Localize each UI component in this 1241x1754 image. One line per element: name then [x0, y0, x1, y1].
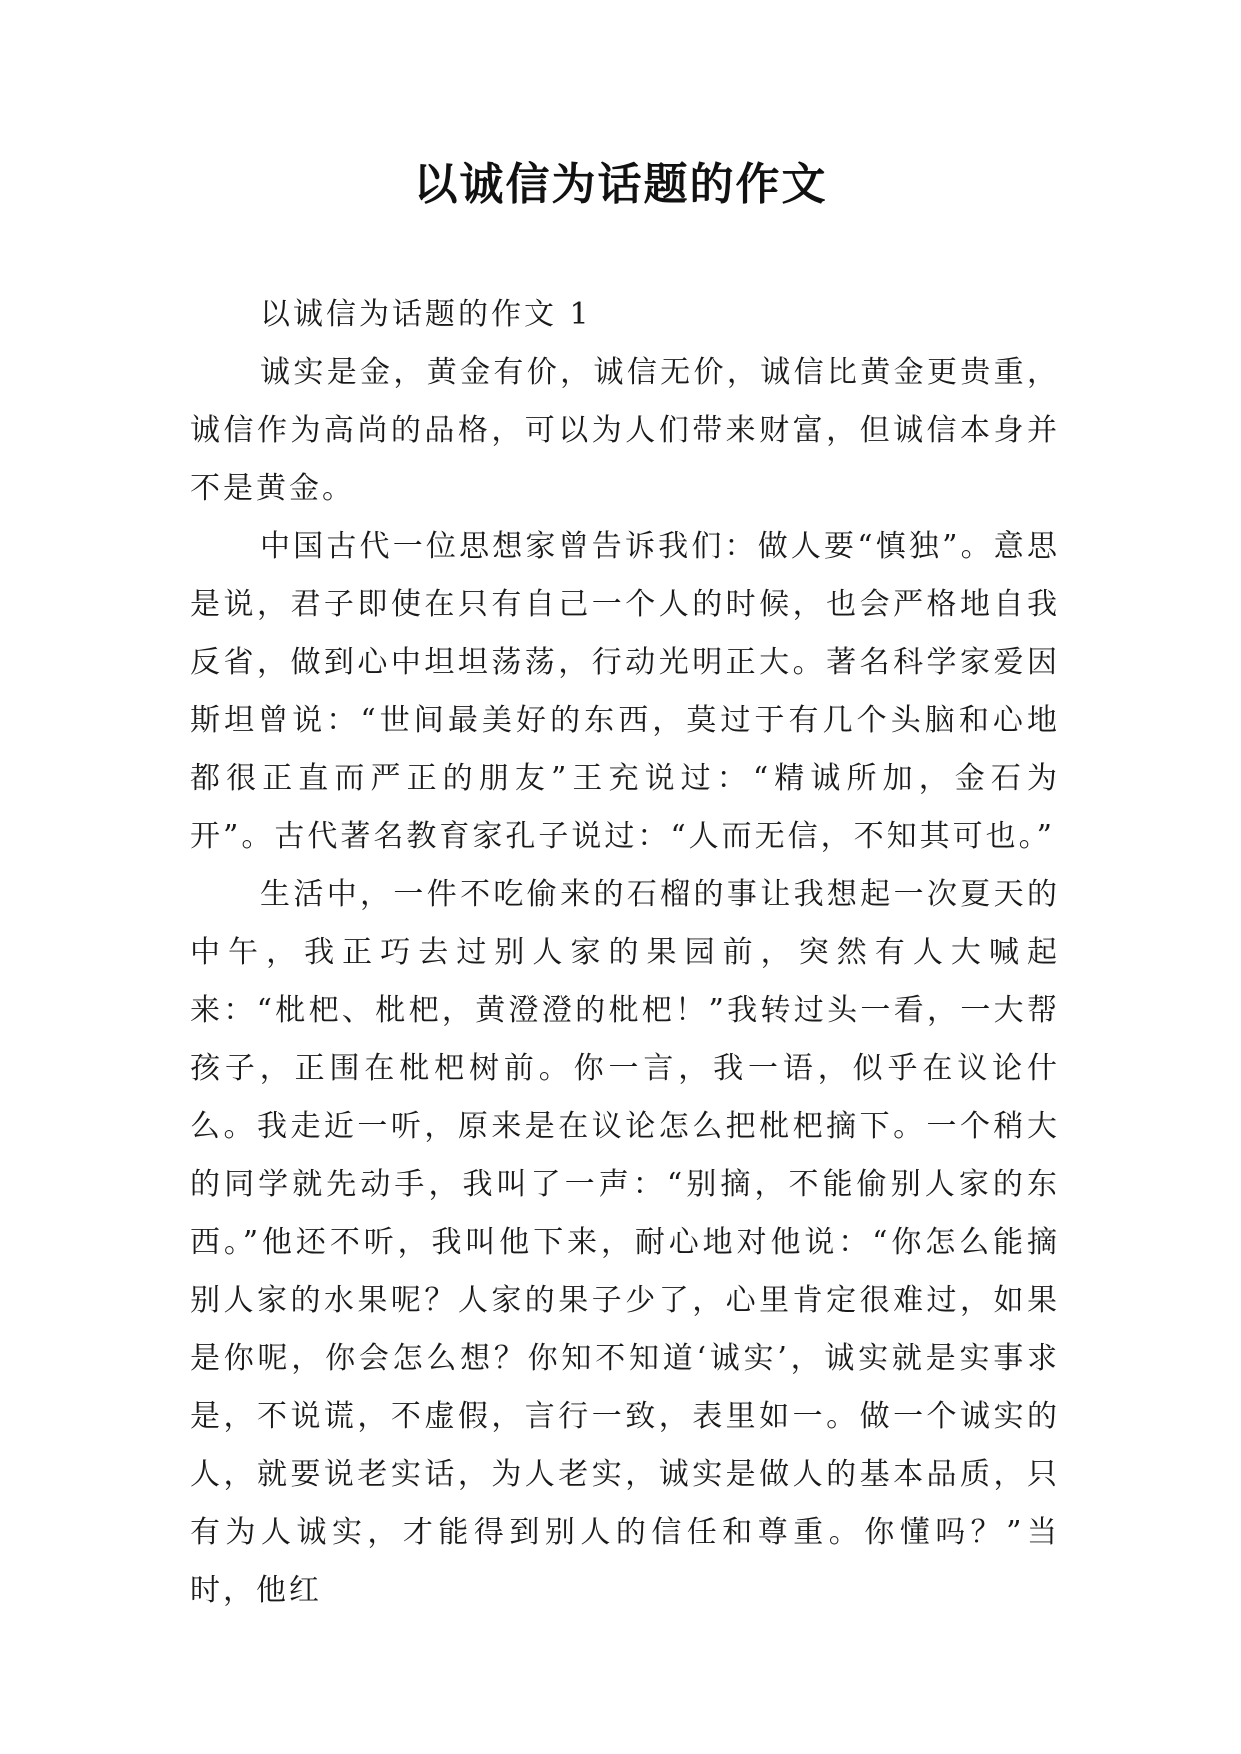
paragraph-2: 中国古代一位思想家曾告诉我们：做人要“慎独”。意思是说，君子即使在只有自己一个人的时候，也会严格地自我反省，做到心中坦坦荡荡，行动光明正大。著名科学家爱因斯坦曾说：“世间最美好的东西，莫过于有几个头脑和心地都很正直而严正的朋友”王充说过：“精诚所加，金石为开”。古代著名教育家孔子说过：“人而无信，不知其可也。”: [190, 529, 1060, 854]
document-body: [190, 286, 1060, 1620]
document-title: 以诚信为话题的作文: [413, 159, 828, 210]
paragraph-3: 生活中，一件不吃偷来的石榴的事让我想起一次夏天的中午，我正巧去过别人家的果园前，突然有人大喊起来：“枇杷、枇杷，黄澄澄的枇杷！”我转过头一看，一大帮孩子，正围在枇杷树前。你一言，我一语，似乎在议论什么。我走近一听，原来是在议论怎么把枇杷摘下。一个稍大的同学就先动手，我叫了一声：“别摘，不能偷别人家的东西。”他还不听，我叫他下来，耐心地对他说：“你怎么能摘别人家的水果呢？人家的果子少了，心里肯定很难过，如果是你呢，你会怎么想？你知不知道‘诚实’，诚实就是实事求是，不说谎，不虚假，言行一致，表里如一。做一个诚实的人，就要说老实话，为人老实，诚实是做人的基本品质，只有为人诚实，才能得到别人的信任和尊重。你懂吗？”当时，他红: [190, 877, 1060, 1608]
paragraph-1: 诚实是金，黄金有价，诚信无价，诚信比黄金更贵重，诚信作为高尚的品格，可以为人们带来财富，但诚信本身并不是黄金。: [190, 355, 1060, 506]
section-heading: 以诚信为话题的作文 1: [260, 297, 592, 332]
